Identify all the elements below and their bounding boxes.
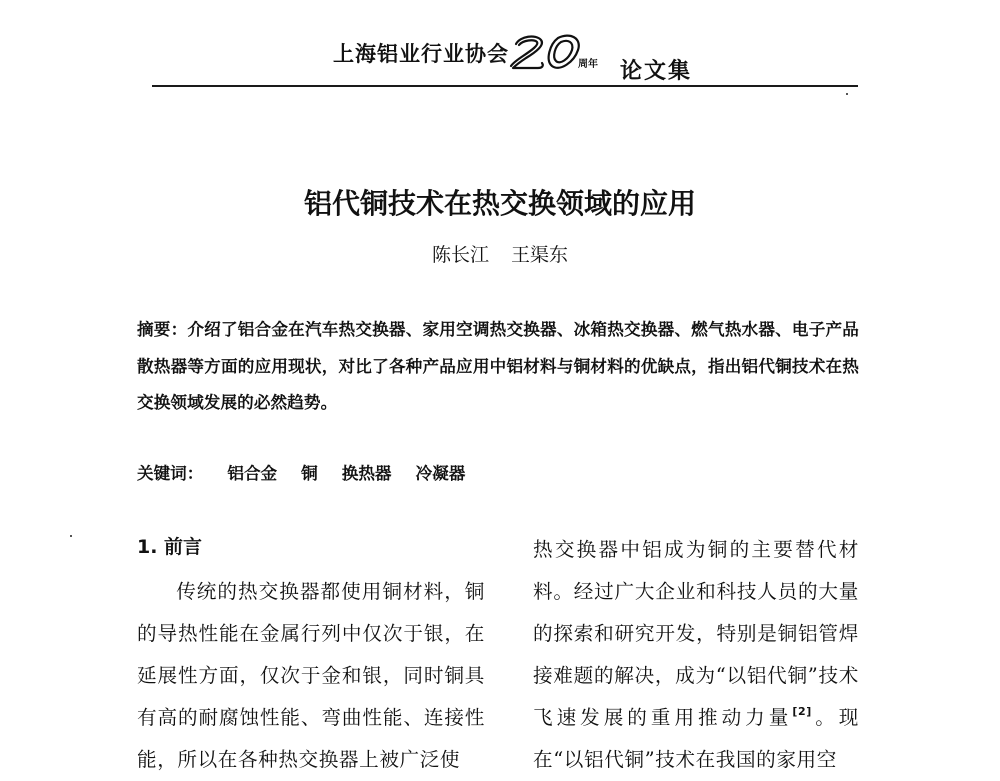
keyword: 换热器 [341,464,392,483]
running-header-anniversary-suffix: 周年 [578,59,598,70]
author-name: 陈长江 [431,244,489,266]
paper-authors [0,240,1000,267]
scan-artifact [846,93,848,95]
paragraph [533,529,859,781]
paragraph-text: 。现在“以铝代铜”技术在我国的家用空 [533,706,859,771]
abstract-text: 介绍了铝合金在汽车热交换器、家用空调热交换器、冰箱热交换器、燃气热水器、电子产品散热器等方面的应用现状，对比了各种产品应用中铝材料与铜材料的优缺点，指出铝代铜技术在热交换领域发展的必然趋势。 [137,320,859,412]
paragraph: 传统的热交换器都使用铜材料，铜的导热性能在金属行列中仅次于银，在延展性方面，仅次于金和银，同时铜具有高的耐腐蚀性能、弯曲性能、连接性能，所以在各种热交换器上被广泛使 [137,580,485,771]
abstract [137,312,859,422]
running-header-collection: 论文集 [620,58,693,84]
keyword: 铜 [301,464,318,483]
header-rule [152,85,858,87]
paragraph-text: 热交换器中铝成为铜的主要替代材料。经过广大企业和科技人员的大量的探索和研究开发，特别是铜铝管焊接难题的解决，成为“以铝代铜”技术飞速发展的重用推动力量 [533,538,859,729]
keyword: 铝合金 [227,464,278,483]
section-heading: 1. 前言 [137,536,203,558]
paper-title: 铝代铜技术在热交换领域的应用 [303,187,696,220]
anniversary-20-logo-icon [508,30,586,74]
keywords [137,460,465,484]
left-column-body [137,571,485,781]
citation-ref: [2] [792,705,812,718]
scan-artifact [70,535,72,537]
abstract-label: 摘要： [137,320,188,339]
author-name: 王渠东 [511,244,569,266]
keywords-label: 关键词： [137,464,204,483]
right-column-body [533,529,859,781]
keyword: 冷凝器 [415,464,466,483]
running-header-organization: 上海铝业行业协会 [333,42,509,66]
